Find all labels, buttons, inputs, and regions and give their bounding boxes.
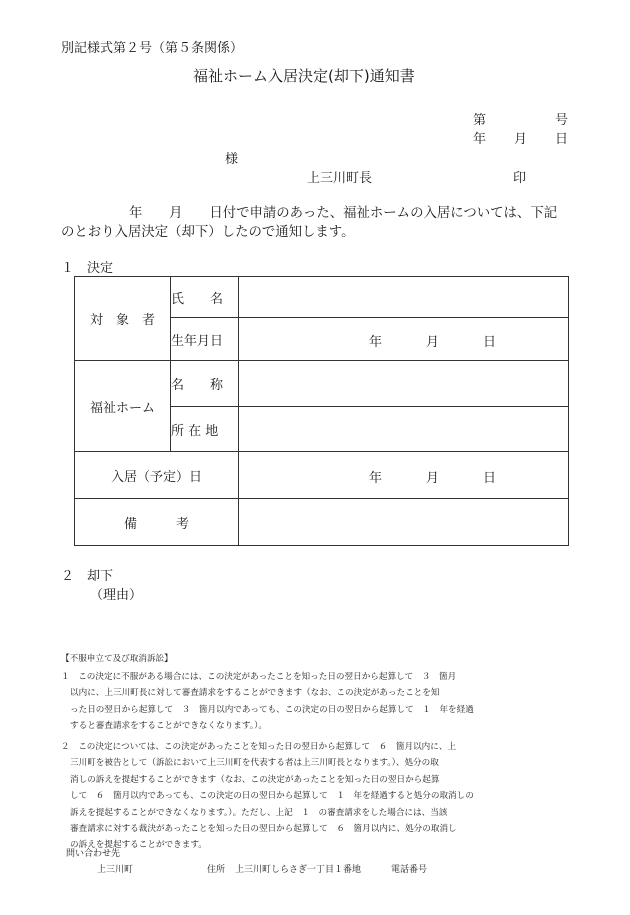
home-address-label-cell xyxy=(171,407,239,452)
issue-date-month: 月 xyxy=(514,132,528,147)
appeal-item-2-line: ２ この決定については、この決定があったことを知った日の翌日から起算して ６ 箇月以内に、上 xyxy=(61,742,457,752)
move-in-month: 月 xyxy=(426,471,440,486)
subject-header: 対 象 者 xyxy=(89,313,155,328)
birthdate-month: 月 xyxy=(426,335,440,350)
home-address-label: 所 在 地 xyxy=(171,423,219,439)
decision-table xyxy=(74,276,569,546)
contact-address-label: 住所 xyxy=(207,865,226,875)
move-in-label-cell xyxy=(75,452,239,499)
birthdate-label-cell xyxy=(171,318,239,361)
appeal-item-2-line: の訴えを提起することができます。 xyxy=(70,840,207,851)
home-name-label-cell xyxy=(171,361,239,407)
birthdate-field[interactable] xyxy=(239,318,569,361)
birthdate-label: 生年月日 xyxy=(171,333,224,349)
remarks-label-cell xyxy=(75,499,239,546)
appeal-heading: 【不服申立て及び取消訴訟】 xyxy=(61,654,173,664)
remarks-field[interactable] xyxy=(239,499,569,546)
section-2-heading: ２ 却下 xyxy=(61,569,114,584)
addressee-suffix: 様 xyxy=(225,152,239,167)
home-name-label: 名 称 xyxy=(171,378,224,393)
name-label: 氏 名 xyxy=(171,291,224,307)
issue-date-day: 日 xyxy=(555,132,569,147)
home-name-field[interactable] xyxy=(239,361,569,407)
birthdate-year: 年 xyxy=(369,335,383,350)
move-in-day: 日 xyxy=(483,471,497,486)
number-suffix: 号 xyxy=(555,113,569,128)
appeal-item-2-line: 消しの訴えを提起することができます（なお、この決定があったことを知った日の翌日から起算 xyxy=(70,774,440,785)
body-text xyxy=(61,204,557,242)
document-title: 福祉ホーム入居決定(却下)通知書 xyxy=(193,67,415,85)
home-header: 福祉ホーム xyxy=(89,400,155,416)
section-1-heading: １ 決定 xyxy=(61,261,114,276)
issuer-seal: 印 xyxy=(513,171,527,186)
number-prefix: 第 xyxy=(473,113,487,128)
issue-date-year: 年 xyxy=(473,132,487,147)
body-text-line-2: のとおり入居決定（却下）したので通知します。 xyxy=(61,225,355,240)
contact-phone-label: 電話番号 xyxy=(391,865,428,875)
move-in-label: 入居（予定）日 xyxy=(110,469,202,485)
appeal-item-2-line: して ６ 箇月以内であっても、この決定の日の翌日から起算して １ 年を経過すると処分の取消しの xyxy=(70,791,474,802)
appeal-item-1 xyxy=(61,669,576,735)
appeal-item-1-line: った日の翌日から起算して ３ 箇月以内であっても、この決定の日の翌日から起算して １ 年を経過 xyxy=(70,704,474,715)
body-text-line-1: 年 月 日付で申請のあった、福祉ホームの入居については、下記 xyxy=(129,206,558,221)
name-label-cell xyxy=(171,277,239,318)
contact-office: 上三川町 xyxy=(97,865,134,875)
form-label: 別記様式第２号（第５条関係） xyxy=(61,41,244,56)
appeal-item-2-line: 訴えを提起することができなくなります。）。ただし、上記 １ の審査請求をした場合には、当該 xyxy=(70,807,448,818)
contact-heading: 問い合わせ先 xyxy=(66,849,121,859)
issuer-name: 上三川町長 xyxy=(307,171,373,186)
section-2-reason: （理由） xyxy=(90,588,143,603)
remarks-label: 備 考 xyxy=(123,516,189,532)
name-field[interactable] xyxy=(239,277,569,318)
home-header-cell xyxy=(75,361,171,452)
appeal-item-2 xyxy=(61,739,576,854)
birthdate-day: 日 xyxy=(483,335,497,350)
move-in-year: 年 xyxy=(369,471,383,486)
contact-address: 上三川町しらさぎ一丁目１番地 xyxy=(235,865,362,875)
appeal-item-1-line: １ この決定に不服がある場合には、この決定があったことを知った日の翌日から起算して ３ 箇月 xyxy=(61,672,457,682)
appeal-item-1-line: すると審査請求をすることができなくなります。）。 xyxy=(70,721,267,732)
appeal-item-1-line: 以内に、上三川町長に対して審査請求をすることができます（なお、この決定があったことを知 xyxy=(70,688,440,699)
subject-header-cell xyxy=(75,277,171,361)
appeal-item-2-line: 三川町を被告として（訴訟において上三川町を代表する者は上三川町長となります。）、処分の取 xyxy=(70,758,439,769)
appeal-item-2-line: 審査請求に対する裁決があったことを知った日の翌日から起算して ６ 箇月以内に、処分の取消し xyxy=(70,824,457,835)
home-address-field[interactable] xyxy=(239,407,569,452)
move-in-date-field[interactable] xyxy=(239,452,569,499)
